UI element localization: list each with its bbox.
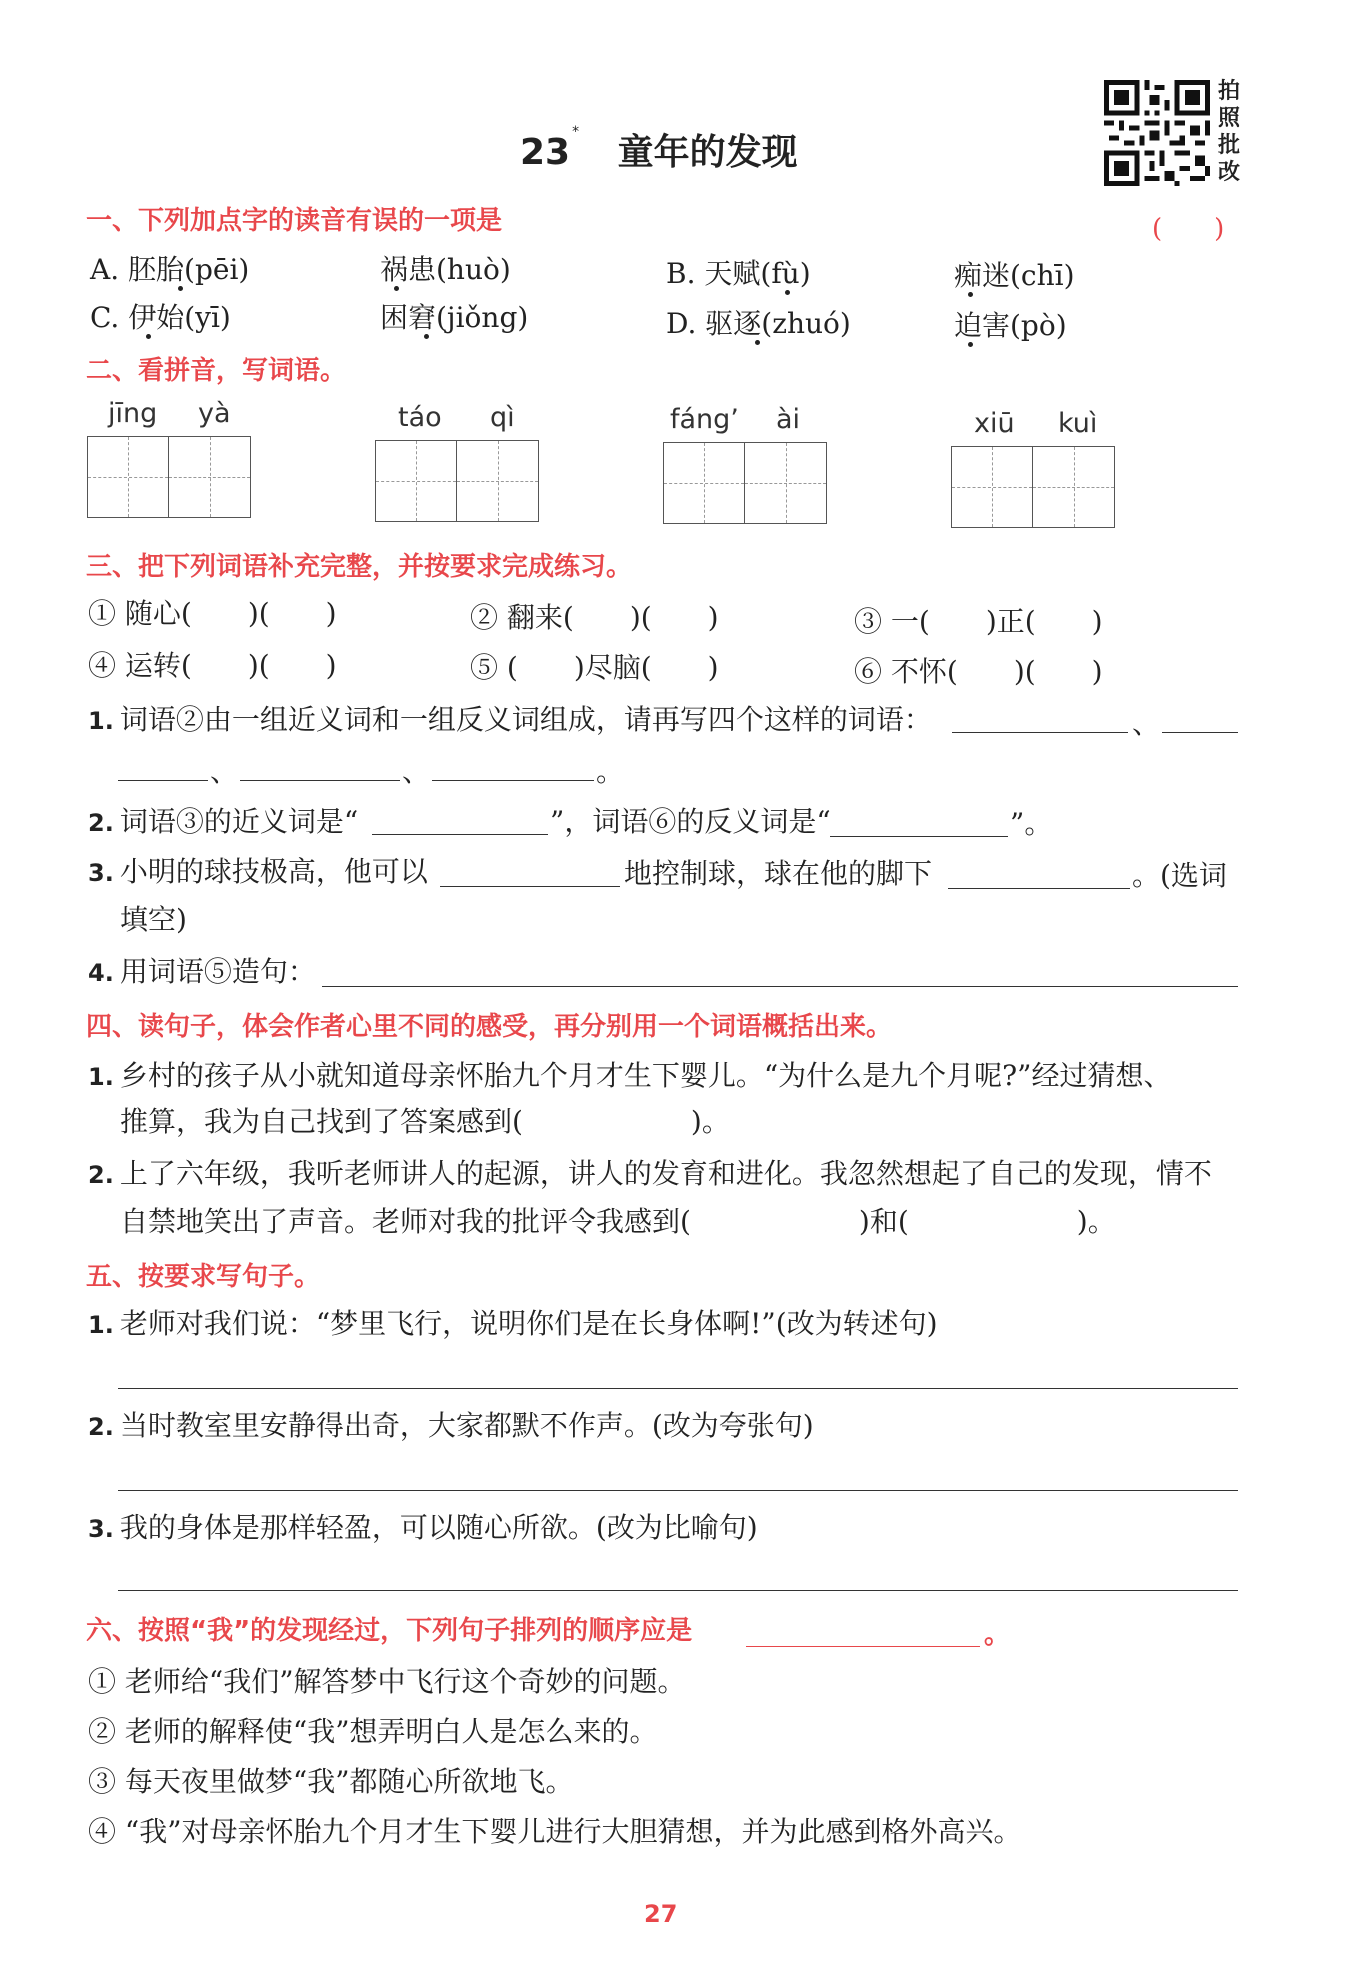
idiom-6[interactable]: ⑥ 不怀( )( ) — [854, 655, 1103, 688]
q3-sub4: 4. 用词语⑤造句： — [88, 955, 316, 988]
idiom-4[interactable]: ④ 运转( )( ) — [88, 649, 337, 682]
emphasis-dot — [968, 292, 973, 297]
idiom-2[interactable]: ② 翻来( )( ) — [470, 601, 719, 634]
emphasis-dot — [755, 340, 760, 345]
answer-line[interactable] — [118, 1590, 1238, 1591]
pinyin-1b: yà — [198, 398, 231, 429]
q1-option-b-word2: 痴迷(chī) — [954, 259, 1075, 292]
q6-item-1: ① 老师给“我们”解答梦中飞行这个奇妙的问题。 — [88, 1665, 686, 1698]
answer-line[interactable] — [118, 1388, 1238, 1389]
q6-heading-end: 。 — [984, 1620, 1011, 1650]
lesson-number: 23 — [520, 132, 571, 173]
pinyin-4a: xiū — [974, 408, 1015, 439]
emphasis-dot — [146, 334, 151, 339]
answer-line[interactable] — [432, 780, 594, 781]
q3-sub2: 2. 词语③的近义词是“ — [88, 805, 359, 838]
lesson-title-text: 童年的发现 — [617, 132, 798, 173]
q3-sub3-end: 。(选词 — [1132, 859, 1227, 892]
q3-sub3-mid: 地控制球，球在他的脚下 — [624, 857, 933, 890]
q1-option-b[interactable]: B. 天赋(fù) — [666, 257, 811, 290]
answer-line[interactable] — [830, 836, 1008, 837]
q6-heading: 六、按照“我”的发现经过，下列句子排列的顺序应是 — [86, 1616, 693, 1646]
answer-line[interactable] — [240, 780, 400, 781]
emphasis-dot — [785, 290, 790, 295]
answer-line[interactable] — [372, 834, 548, 835]
q4-heading: 四、读句子，体会作者心里不同的感受，再分别用一个词语概括出来。 — [86, 1012, 893, 1042]
q5-item-2: 2. 当时教室里安静得出奇，大家都默不作声。(改为夸张句) — [88, 1409, 814, 1442]
emphasis-dot — [424, 334, 429, 339]
q1-option-a-word2: 祸患(huò) — [380, 253, 511, 286]
q5-item-1: 1. 老师对我们说：“梦里飞行，说明你们是在长身体啊!”(改为转述句) — [88, 1307, 938, 1340]
writing-grid-4[interactable] — [951, 446, 1115, 528]
answer-line[interactable] — [118, 780, 208, 781]
q2-heading: 二、看拼音，写词语。 — [86, 356, 347, 386]
sentence-end: 。 — [596, 755, 625, 788]
q3-sub3: 3. 小明的球技极高，他可以 — [88, 855, 428, 888]
emphasis-dot — [178, 286, 183, 291]
q5-item-3: 3. 我的身体是那样轻盈，可以随心所欲。(改为比喻句) — [88, 1511, 758, 1544]
page-number: 27 — [644, 1900, 678, 1928]
pinyin-3a: fáng’ — [670, 404, 739, 435]
idiom-3[interactable]: ③ 一( )正( ) — [854, 605, 1103, 638]
lesson-title — [520, 124, 798, 175]
answer-line[interactable] — [952, 732, 1128, 733]
pinyin-1a: jīng — [108, 398, 158, 429]
answer-line[interactable] — [440, 886, 620, 887]
q3-heading: 三、把下列词语补充完整，并按要求完成练习。 — [86, 552, 633, 582]
answer-line[interactable] — [322, 986, 1238, 987]
q1-answer-paren[interactable]: ( ) — [1152, 214, 1225, 244]
pinyin-4b: kuì — [1058, 408, 1098, 439]
idiom-1[interactable]: ① 随心( )( ) — [88, 597, 337, 630]
writing-grid-3[interactable] — [663, 442, 827, 524]
q4-sub1-line1: 1. 乡村的孩子从小就知道母亲怀胎九个月才生下婴儿。“为什么是九个月呢?”经过猜想、 — [88, 1059, 1172, 1092]
q1-heading: 一、下列加点字的读音有误的一项是 — [86, 206, 503, 236]
idiom-5[interactable]: ⑤ ( )尽脑( ) — [470, 651, 719, 684]
pinyin-2a: táo — [398, 402, 442, 433]
q1-option-d[interactable]: D. 驱逐(zhuó) — [666, 307, 851, 340]
q4-sub1-line2[interactable]: 推算，我为自己找到了答案感到( )。 — [120, 1105, 730, 1138]
q4-sub2-line1: 2. 上了六年级，我听老师讲人的起源，讲人的发育和进化。我忽然想起了自己的发现，情不 — [88, 1157, 1212, 1190]
q1-option-a[interactable]: A. 胚胎(pēi) — [90, 253, 250, 286]
q3-sub2-end: ”。 — [1010, 807, 1053, 840]
q1-option-c[interactable]: C. 伊始(yī) — [90, 301, 231, 334]
answer-line[interactable] — [118, 1490, 1238, 1491]
scan-to-grade-label: 拍照批改 — [1218, 79, 1241, 185]
writing-grid-2[interactable] — [375, 440, 539, 522]
separator: 、 — [210, 755, 239, 788]
q1-option-c-word2: 困窘(jiǒng) — [380, 301, 529, 334]
q6-item-2: ② 老师的解释使“我”想弄明白人是怎么来的。 — [88, 1715, 658, 1748]
answer-line[interactable] — [948, 888, 1130, 889]
separator: 、 — [402, 755, 431, 788]
separator: 、 — [1132, 707, 1161, 740]
q4-sub2-line2[interactable]: 自禁地笑出了声音。老师对我的批评令我感到( )和( )。 — [120, 1205, 1116, 1238]
q3-sub2-mid: ”，词语⑥的反义词是“ — [550, 805, 831, 838]
q6-item-3: ③ 每天夜里做梦“我”都随心所欲地飞。 — [88, 1765, 574, 1798]
q5-heading: 五、按要求写句子。 — [86, 1262, 321, 1292]
lesson-mark: * — [572, 124, 580, 140]
qr-code-icon[interactable] — [1104, 80, 1210, 186]
q6-item-4: ④ “我”对母亲怀胎九个月才生下婴儿进行大胆猜想，并为此感到格外高兴。 — [88, 1815, 1022, 1848]
q3-sub1: 1. 词语②由一组近义词和一组反义词组成，请再写四个这样的词语： — [88, 703, 932, 736]
answer-line[interactable] — [1162, 732, 1238, 733]
q1-option-d-word2: 迫害(pò) — [954, 309, 1067, 342]
writing-grid-1[interactable] — [87, 436, 251, 518]
pinyin-2b: qì — [490, 402, 515, 433]
emphasis-dot — [394, 286, 399, 291]
emphasis-dot — [968, 342, 973, 347]
q3-sub3-cont: 填空) — [120, 903, 187, 936]
answer-line[interactable] — [746, 1646, 980, 1647]
pinyin-3b: ài — [776, 404, 801, 435]
